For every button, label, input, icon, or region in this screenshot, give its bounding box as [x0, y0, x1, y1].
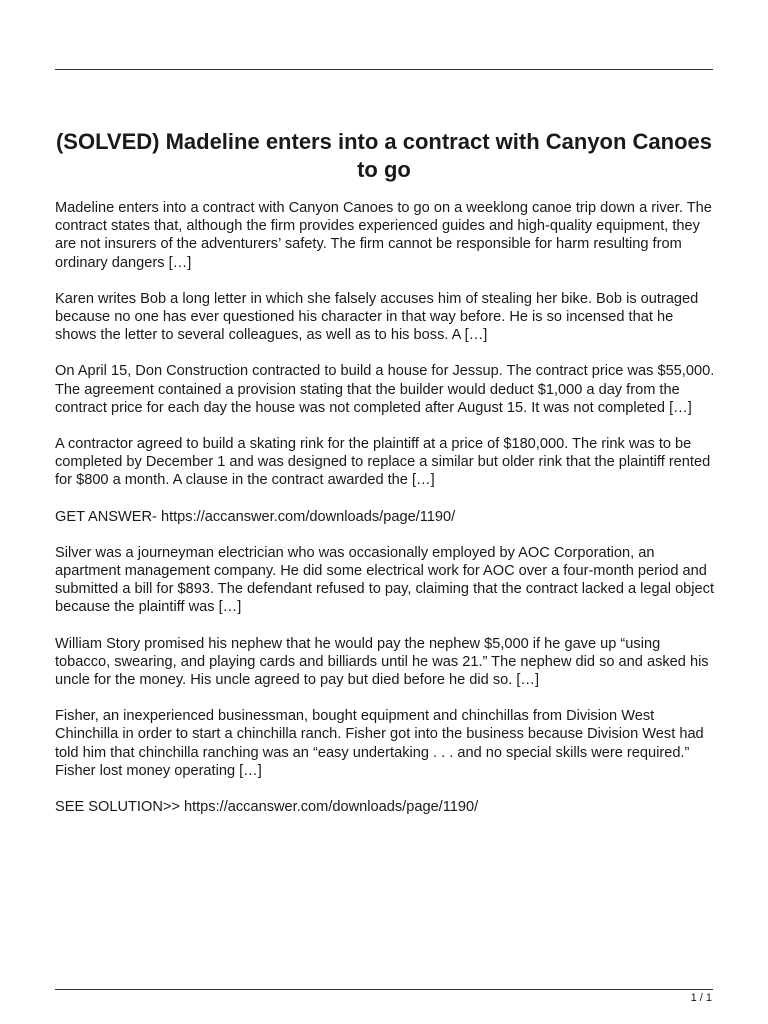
footer-divider — [55, 989, 713, 990]
paragraph-don-construction: On April 15, Don Construction contracted to build a house for Jessup. The contract price was $55,000. The agreement contained a provision stating that the builder would deduct $1,000 a day from the contract price for each day the house was not completed after August 15. It was not completed […] — [55, 363, 715, 416]
see-solution-link[interactable]: SEE SOLUTION>> https://accanswer.com/downloads/page/1190/ — [55, 799, 479, 816]
paragraph-silver: Silver was a journeyman electrician who was occasionally employed by AOC Corporation, an apartment management company. He did some electrical work for AOC over a four-month period and submitted a bill for $893. The defendant refused to pay, claiming that the contract lacked a legal object because the plaintiff was […] — [55, 544, 715, 616]
get-answer-link[interactable]: GET ANSWER- https://accanswer.com/downloads/page/1190/ — [55, 508, 456, 525]
document-body — [55, 199, 715, 834]
paragraph-karen: Karen writes Bob a long letter in which she falsely accuses him of stealing her bike. Bob is outraged because no one has ever questioned his character in that way before. He is so incensed that he shows the letter to several colleagues, as well as to his boss. A […] — [55, 290, 699, 344]
header-divider — [55, 69, 713, 70]
document-title: (SOLVED) Madeline enters into a contract with Canyon Canoes to go — [55, 129, 713, 182]
paragraph-fisher: Fisher, an inexperienced businessman, bought equipment and chinchillas from Division West Chinchilla in order to start a chinchilla ranch. Fisher got into the business because Division West had told him that chinchilla ranching was an “easy undertaking . . . and no special skills were required.” Fisher lost money operating […] — [55, 708, 704, 779]
paragraph-skating-rink: A contractor agreed to build a skating rink for the plaintiff at a price of $180,000. The rink was to be completed by December 1 and was designed to replace a similar but older rink that the plaintiff rented for $800 a month. A clause in the contract awarded the […] — [55, 436, 711, 489]
page-number: 1 / 1 — [690, 992, 712, 1004]
paragraph-william-story: William Story promised his nephew that he would pay the nephew $5,000 if he gave up “using tobacco, swearing, and playing cards and billiards until he was 21.” The nephew did so and asked his uncle for the money. His uncle agreed to pay but died before he did so. […] — [55, 635, 709, 689]
paragraph-madeline: Madeline enters into a contract with Canyon Canoes to go on a weeklong canoe trip down a river. The contract states that, although the firm provides experienced guides and high-quality equipment, they are not insurers of the adventurers’ safety. The firm cannot be responsible for harm resulting from ordinary dangers […] — [55, 200, 712, 271]
